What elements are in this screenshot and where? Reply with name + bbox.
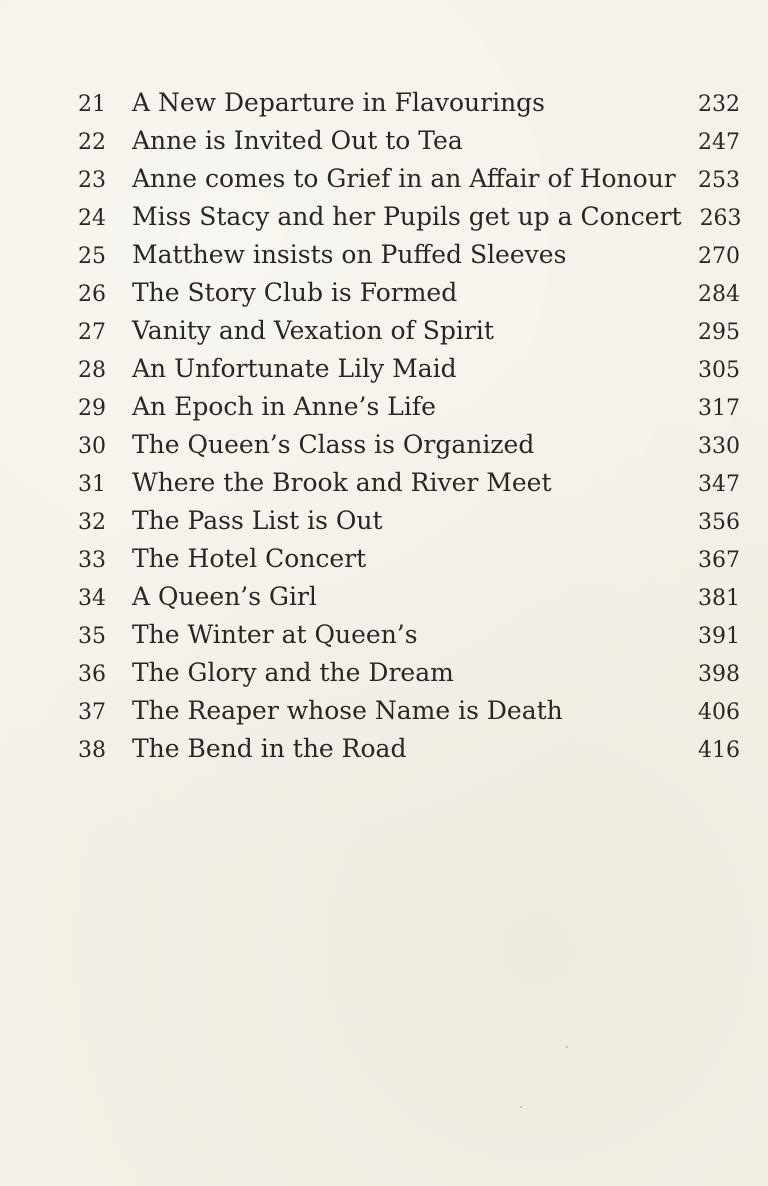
page-number: 367 [698, 548, 740, 573]
chapter-title: The Hotel Concert [132, 544, 367, 573]
chapter-title: The Winter at Queen’s [132, 620, 418, 649]
paper-speck [566, 1046, 568, 1048]
chapter-title: The Reaper whose Name is Death [132, 696, 563, 725]
chapter-number: 30 [78, 434, 106, 459]
page-number: 317 [698, 396, 740, 421]
chapter-number: 26 [78, 282, 106, 307]
chapter-number: 34 [78, 586, 106, 611]
page-number: 232 [698, 92, 740, 117]
page-number: 295 [698, 320, 740, 345]
toc-entry [78, 122, 740, 160]
toc-entry [78, 616, 740, 654]
chapter-number: 29 [78, 396, 106, 421]
page-number: 247 [698, 130, 740, 155]
chapter-title: The Bend in the Road [132, 734, 407, 763]
chapter-number: 23 [78, 168, 106, 193]
chapter-title: An Unfortunate Lily Maid [132, 354, 457, 383]
page-number: 381 [698, 586, 740, 611]
toc-entry [78, 578, 740, 616]
toc-entry [78, 464, 740, 502]
chapter-title: The Story Club is Formed [132, 278, 458, 307]
chapter-title: An Epoch in Anne’s Life [132, 392, 436, 421]
toc-entry [78, 654, 740, 692]
toc-entry [78, 426, 740, 464]
toc-entry [78, 84, 740, 122]
paper-speck [520, 1106, 522, 1108]
toc-entry [78, 692, 740, 730]
chapter-title: Miss Stacy and her Pupils get up a Concert [132, 202, 682, 231]
toc-entry [78, 730, 740, 768]
chapter-title: Matthew insists on Puffed Sleeves [132, 240, 567, 269]
chapter-title: Anne is Invited Out to Tea [132, 126, 463, 155]
chapter-number: 24 [78, 206, 106, 231]
page-number: 330 [698, 434, 740, 459]
page-number: 253 [698, 168, 740, 193]
page-number: 263 [699, 206, 742, 231]
chapter-number: 36 [78, 662, 106, 687]
toc-entry [78, 198, 740, 236]
chapter-title: Anne comes to Grief in an Affair of Honour [132, 164, 676, 193]
chapter-number: 35 [78, 624, 106, 649]
toc-entry [78, 502, 740, 540]
page-number: 305 [698, 358, 740, 383]
page-number: 284 [698, 282, 740, 307]
chapter-number: 38 [78, 738, 106, 763]
chapter-number: 31 [78, 472, 106, 497]
chapter-number: 32 [78, 510, 106, 535]
chapter-number: 37 [78, 700, 106, 725]
toc-entry [78, 312, 740, 350]
chapter-number: 22 [78, 130, 106, 155]
chapter-title: The Pass List is Out [132, 506, 383, 535]
chapter-title: Vanity and Vexation of Spirit [132, 316, 494, 345]
page-number: 398 [698, 662, 740, 687]
chapter-number: 33 [78, 548, 106, 573]
toc-entry [78, 540, 740, 578]
page-number: 406 [698, 700, 740, 725]
toc-entry [78, 274, 740, 312]
chapter-number: 25 [78, 244, 106, 269]
chapter-title: The Queen’s Class is Organized [132, 430, 535, 459]
chapter-title: A New Departure in Flavourings [132, 88, 546, 117]
chapter-title: Where the Brook and River Meet [132, 468, 552, 497]
chapter-number: 28 [78, 358, 106, 383]
page-number: 416 [698, 738, 740, 763]
page-number: 270 [698, 244, 740, 269]
table-of-contents [78, 84, 740, 768]
toc-entry [78, 350, 740, 388]
chapter-number: 27 [78, 320, 106, 345]
page-number: 356 [698, 510, 740, 535]
page-number: 391 [698, 624, 740, 649]
chapter-title: The Glory and the Dream [132, 658, 454, 687]
toc-entry [78, 236, 740, 274]
page-number: 347 [698, 472, 740, 497]
toc-entry [78, 160, 740, 198]
toc-entry [78, 388, 740, 426]
chapter-title: A Queen’s Girl [132, 582, 317, 611]
chapter-number: 21 [78, 92, 106, 117]
